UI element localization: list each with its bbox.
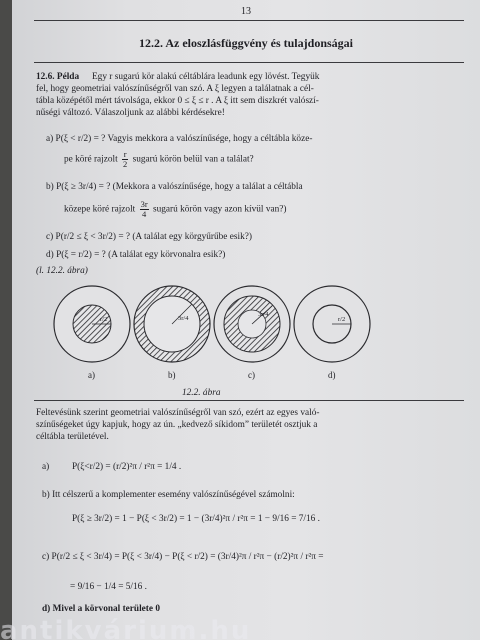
caption-rule	[34, 400, 464, 401]
question-a-line-2	[64, 150, 254, 169]
inner-label-d: r/2	[338, 316, 346, 323]
watermark: antikvárium.hu	[0, 616, 252, 640]
answer-d-text: d) Mivel a körvonal területe 0	[42, 604, 160, 614]
figure-label-a: a)	[88, 370, 95, 380]
body-line-2: színűségeket úgy kapjuk, hogy az ún. „kedvező síkidom” területét osztjuk a	[36, 420, 318, 430]
radius-fraction	[122, 150, 128, 169]
radius-fraction	[140, 200, 149, 219]
question-b-post: sugarú körön vagy azon kívül van?)	[153, 204, 287, 215]
question-c: c) P(r/2 ≤ ξ < 3r/2) = ? (A találat egy körgyűrűbe esik?)	[46, 232, 252, 242]
example-heading: 12.6. Példa	[36, 72, 80, 82]
question-b-line-2	[64, 200, 286, 219]
inner-label-c: 3r/4	[258, 311, 269, 318]
question-a-pre: pe köré rajzolt	[64, 154, 118, 165]
question-b-pre: közepe köré rajzolt	[64, 204, 136, 215]
answer-a-label: a)	[42, 462, 50, 472]
fraction-denominator: 2	[123, 159, 128, 169]
figure-caption: 12.2. ábra	[182, 388, 221, 398]
figure-label-b: b)	[168, 370, 176, 380]
figure-d	[294, 286, 370, 362]
figure-c	[214, 286, 290, 362]
target-figure	[52, 282, 372, 382]
section-rule	[34, 62, 464, 63]
example-line-2: fel, hogy geometriai valószínűségről van szó. A ξ legyen a találatnak a cél-	[36, 84, 314, 94]
question-a-post: sugarú körön belül van a találat?	[132, 154, 254, 165]
answer-a-formula: P(ξ<r/2) = (r/2)²π / r²π = 1/4 .	[72, 462, 182, 472]
body-line-1: Feltevésünk szerint geometriai valószínűségről van szó, ezért az egyes való-	[36, 408, 320, 418]
figure-a	[54, 286, 130, 362]
answer-c-result: = 9/16 − 1/4 = 5/16 .	[70, 582, 147, 592]
example-line-4: nűségi változó. Válaszoljunk az alábbi kérdésekre!	[36, 108, 225, 118]
figure-label-d: d)	[328, 370, 336, 380]
question-d: d) P(ξ = r/2) = ? (A találat egy körvonalra esik?)	[46, 250, 226, 260]
figure-b	[134, 286, 210, 362]
question-b-line-1: b) P(ξ ≥ 3r/4) = ? (Mekkora a valószínűsége, hogy a találat a céltábla	[46, 182, 303, 192]
fraction-denominator: 4	[142, 209, 147, 219]
example-line-1: Egy r sugarú kör alakú céltáblára leadunk egy lövést. Tegyük	[92, 72, 320, 82]
figure-label-c: c)	[248, 370, 255, 380]
answer-b-formula: P(ξ ≥ 3r/2) = 1 − P(ξ < 3r/2) = 1 − (3r/4)²π / r²π = 1 − 9/16 = 7/16 .	[72, 514, 320, 524]
inner-label-a: r/2	[100, 316, 108, 323]
body-line-3: céltábla területével.	[36, 432, 109, 442]
fraction-numerator: 3r	[140, 199, 148, 209]
answer-b-text: b) Itt célszerű a komplementer esemény valószínűségével számolni:	[42, 490, 295, 500]
section-title: 12.2. Az eloszlásfüggvény és tulajdonságai	[138, 36, 353, 50]
figure-reference: (l. 12.2. ábra)	[36, 266, 88, 276]
inner-label-b: 3r/4	[178, 315, 189, 322]
page-number: 13	[241, 6, 251, 17]
book-page	[12, 0, 480, 640]
answer-c-formula: c) P(r/2 ≤ ξ < 3r/4) = P(ξ < 3r/4) − P(ξ < r/2) = (3r/4)²π / r²π − (r/2)²π / r²π =	[42, 552, 324, 562]
question-a-line-1: a) P(ξ < r/2) = ? Vagyis mekkora a valószínűsége, hogy a céltábla köze-	[46, 134, 313, 144]
example-line-3: tábla középétől mért távolsága, ekkor 0 ≤ ξ ≤ r . A ξ itt sem diszkrét valószí-	[36, 96, 319, 106]
header-rule	[34, 20, 464, 21]
fraction-numerator: r	[123, 149, 127, 159]
